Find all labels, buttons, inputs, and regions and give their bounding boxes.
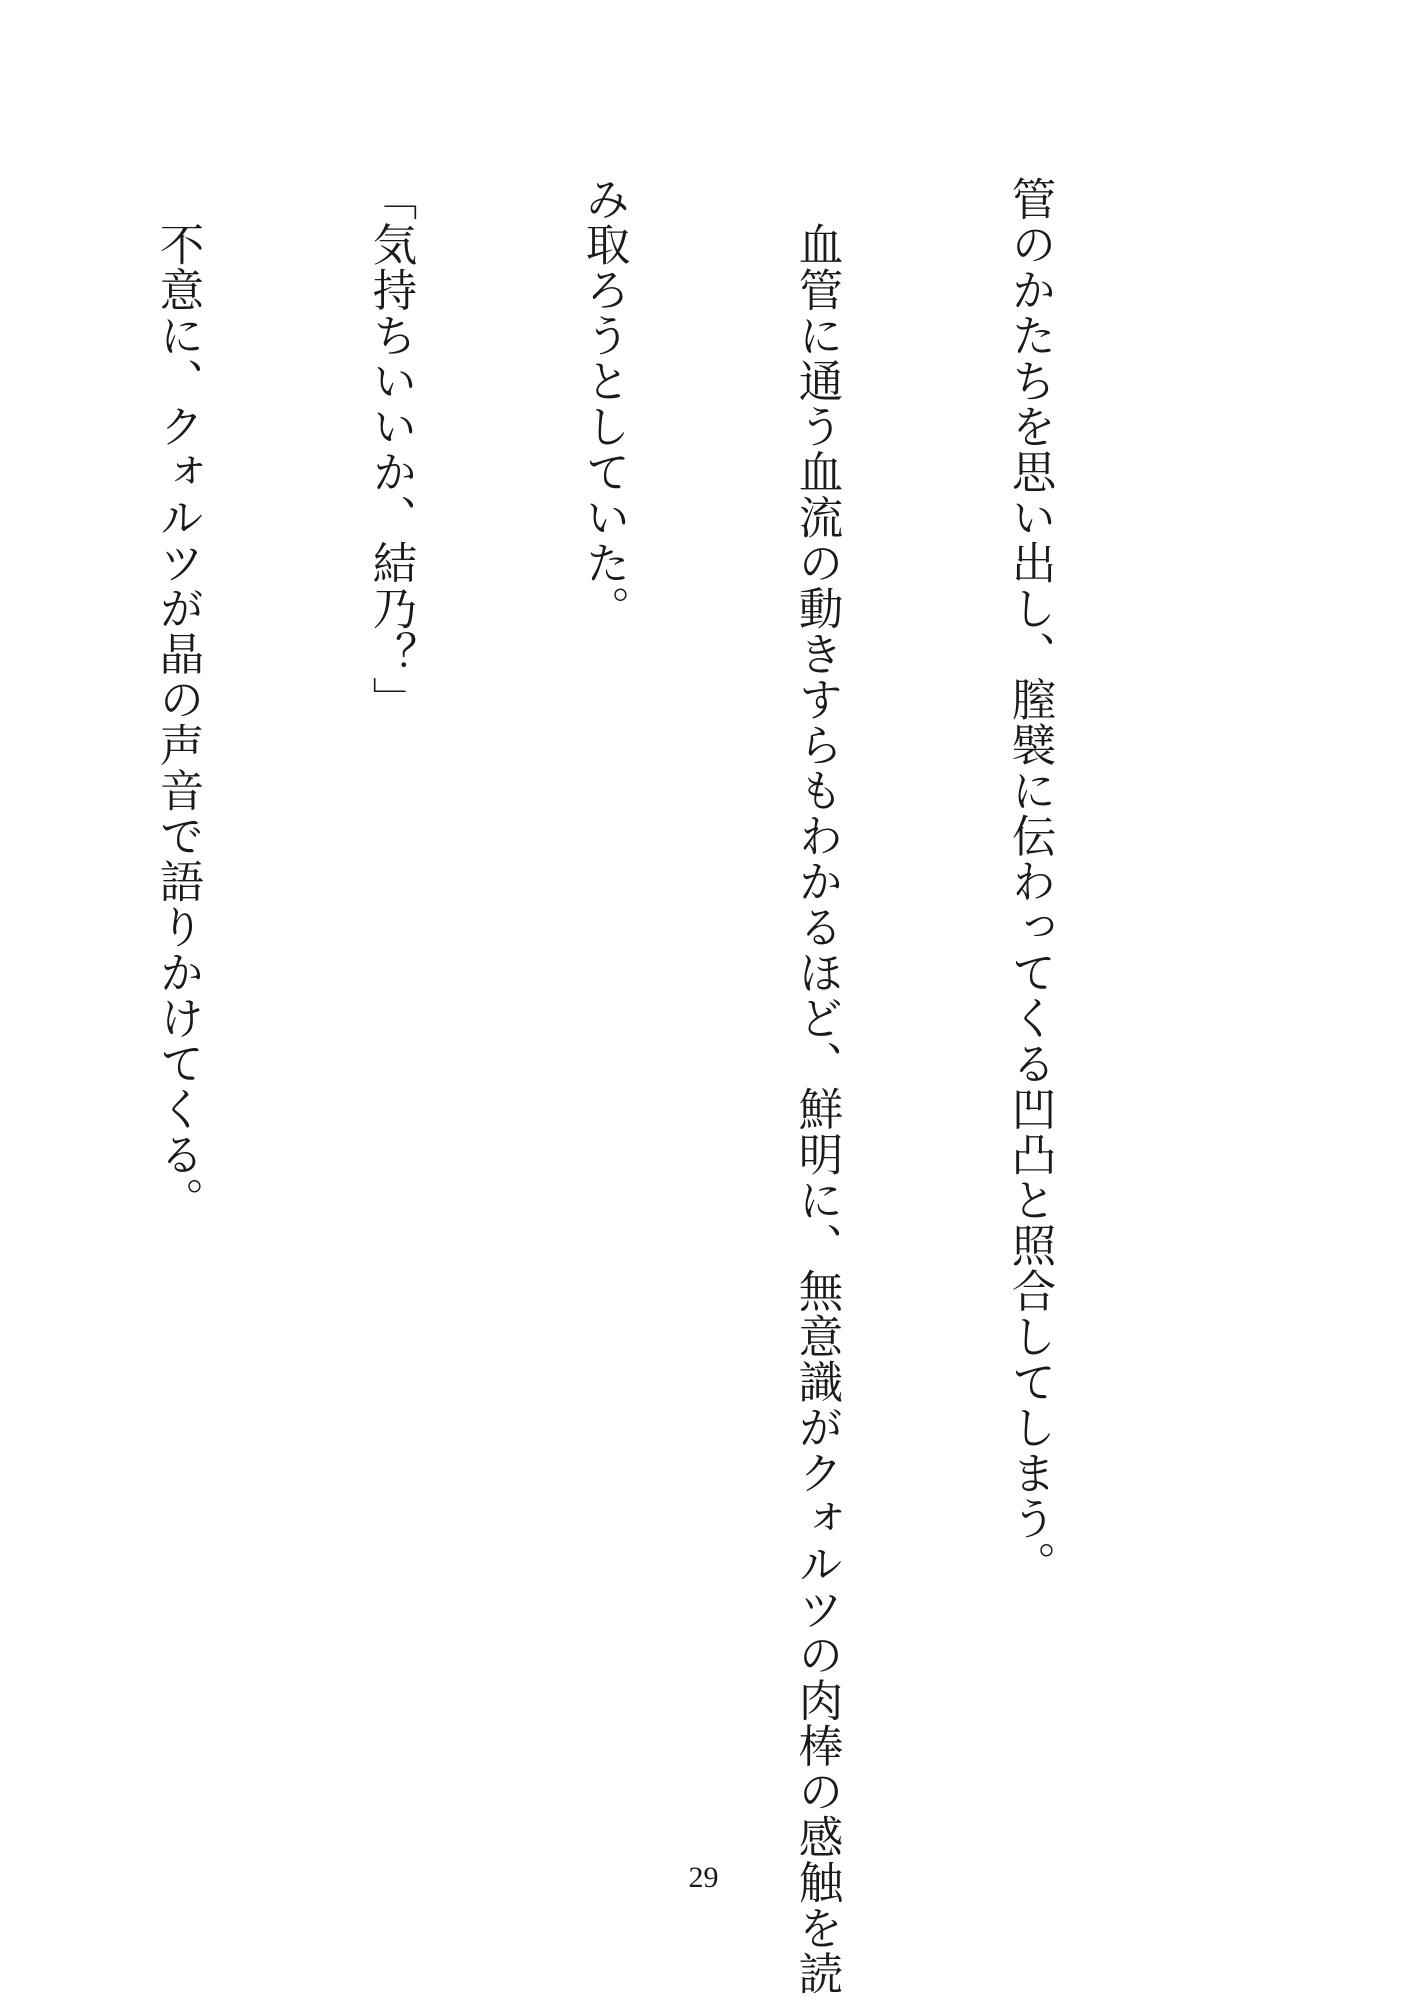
text-line: み取ろうとしていた。 — [578, 176, 629, 631]
dialogue-line: 「気持ちいいか、結乃？」 — [365, 176, 416, 722]
text-line: 血管に通う血流の動きすらもわかるほど、鮮明に、無意識がクォルツの肉棒の感触を読 — [791, 176, 842, 1996]
page-number: 29 — [688, 1861, 719, 1894]
text-line: 管のかたちを思い出し、膣襞に伝わってくる凹凸と照合してしまう。 — [1004, 176, 1055, 1587]
text-line: 不意に、クォルツが晶の声音で語りかけてくる。 — [152, 176, 203, 1223]
